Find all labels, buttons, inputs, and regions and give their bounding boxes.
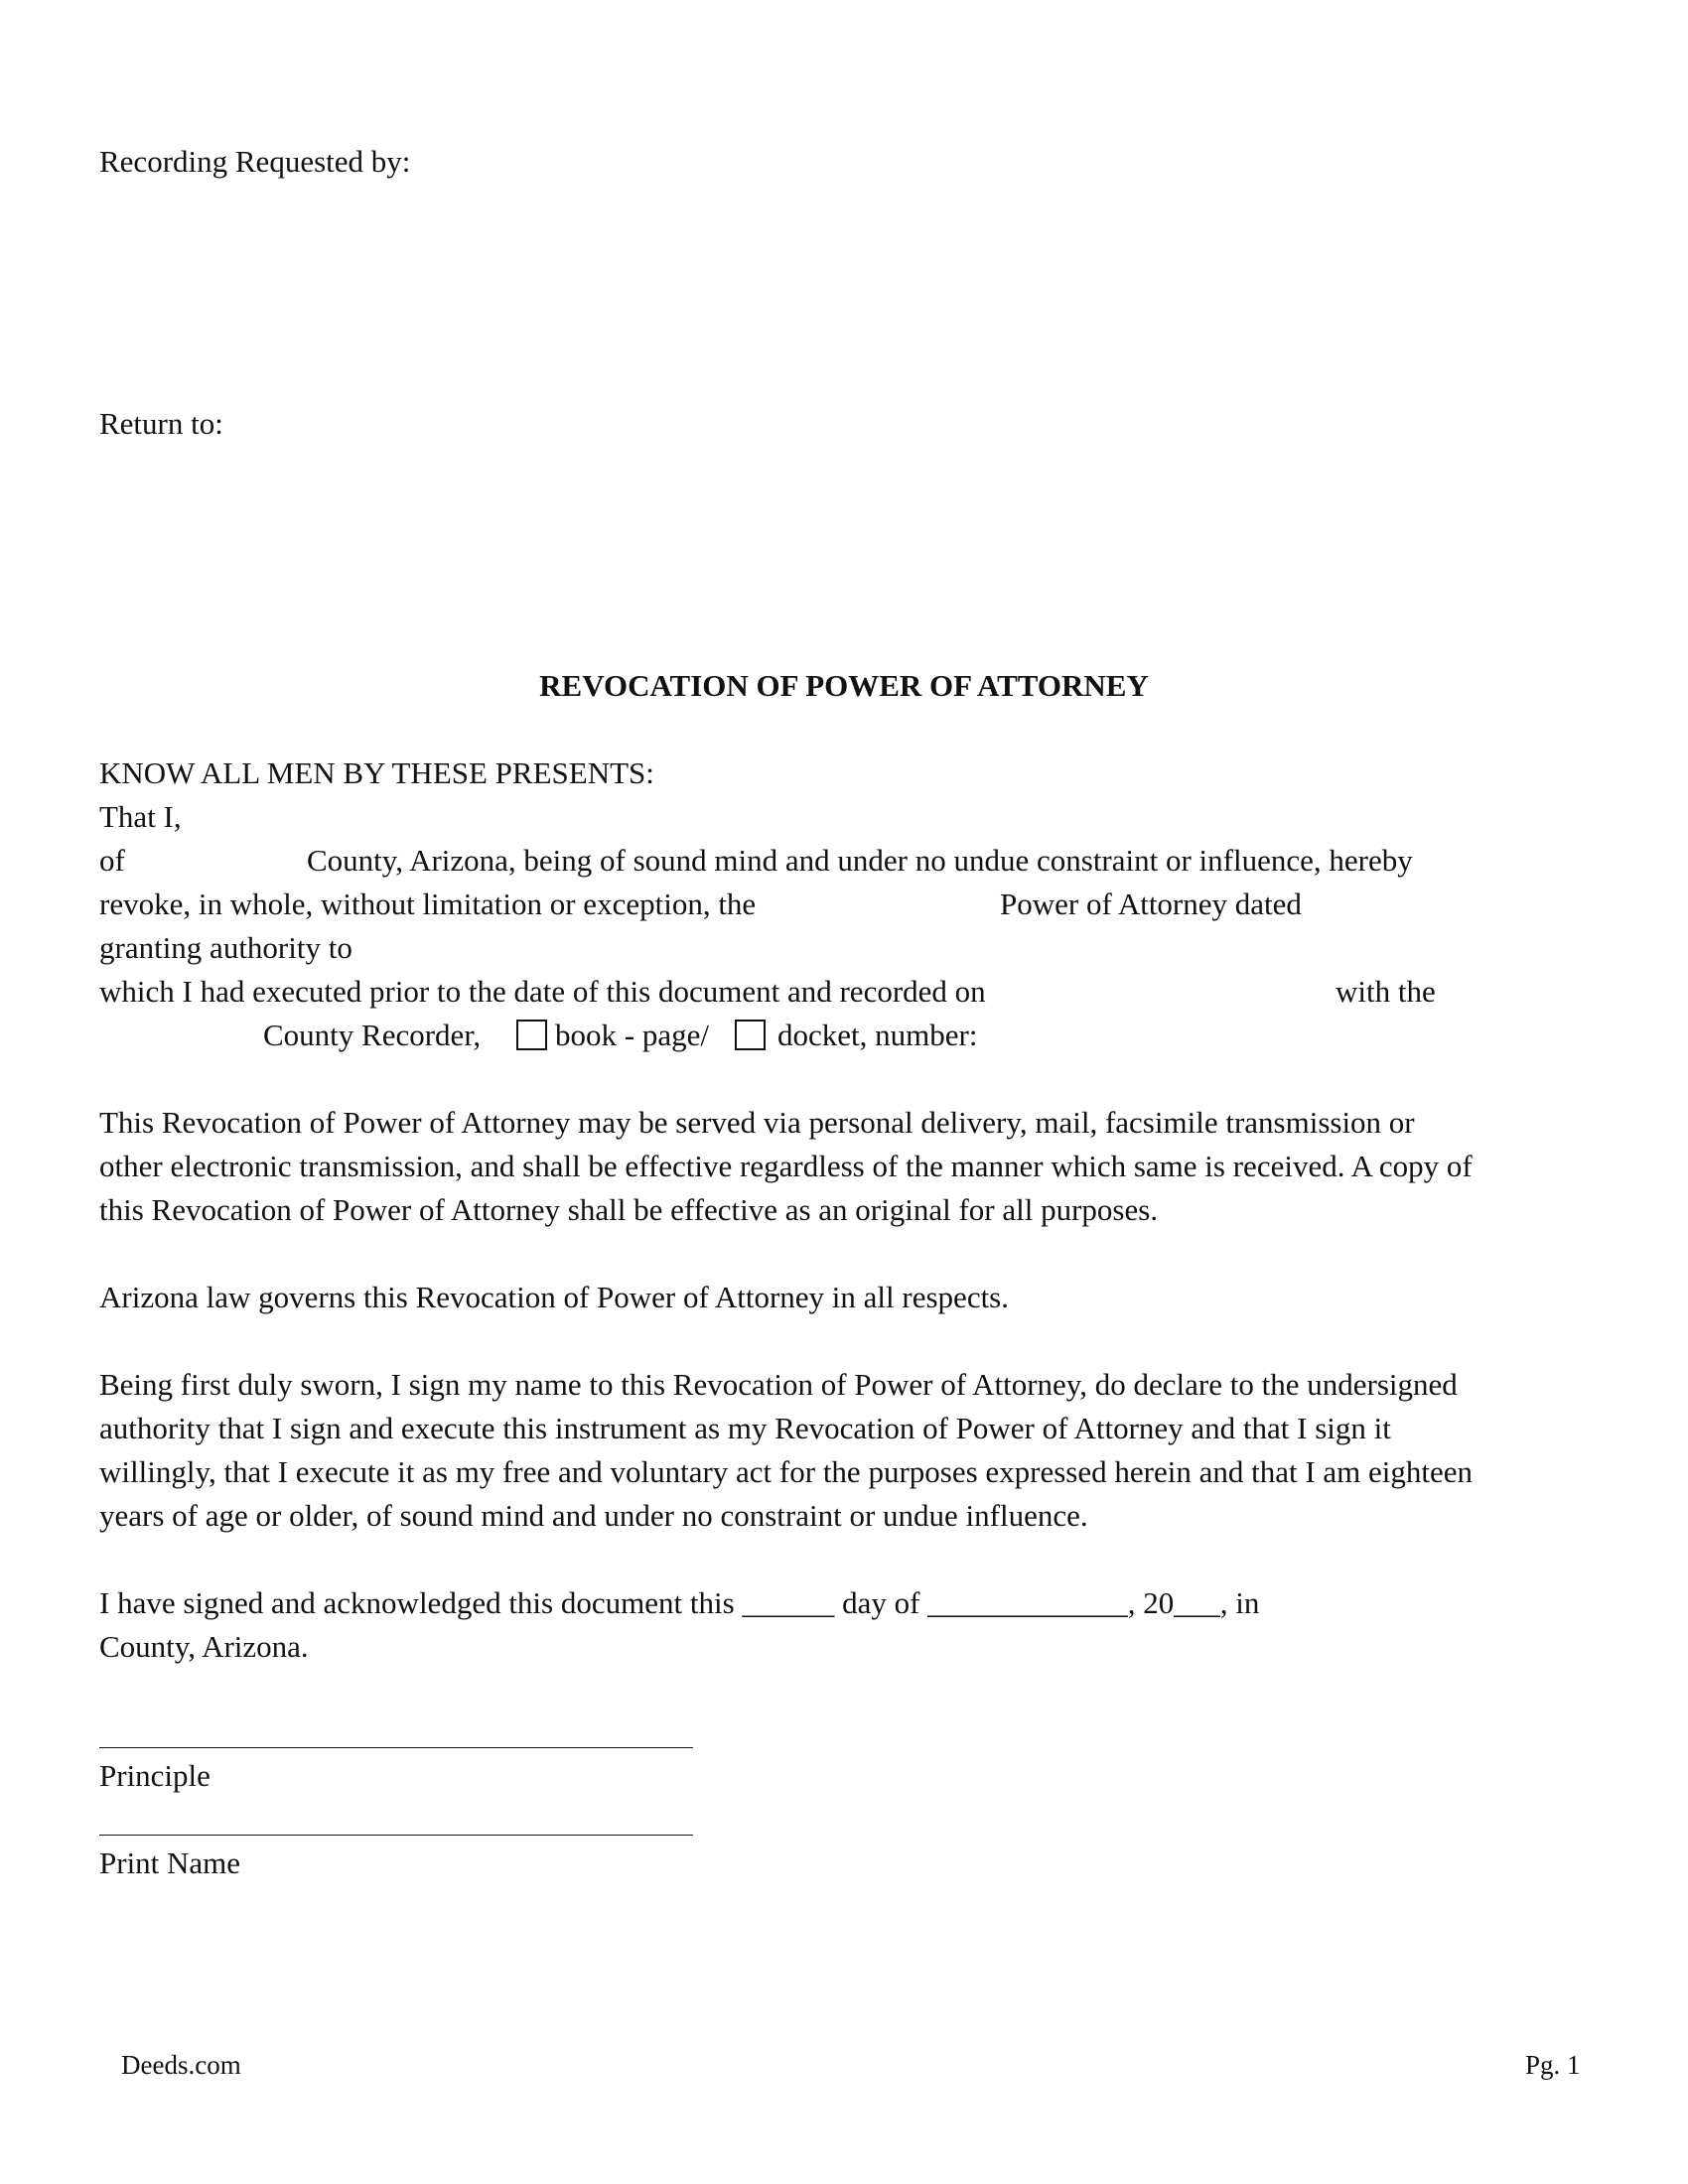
signed-paragraph-line-2: County, Arizona.	[99, 1629, 309, 1664]
sworn-paragraph-line-2: authority that I sign and execute this instrument as my Revocation of Power of Attorney and that I sign it	[99, 1411, 1391, 1445]
poa-dated-text: Power of Attorney dated	[1000, 887, 1302, 921]
page-number: Pg. 1	[1525, 2050, 1581, 2080]
sworn-paragraph-line-3: willingly, that I execute it as my free and voluntary act for the purposes expressed herein and that I am eighteen	[99, 1454, 1474, 1489]
that-i-text: That I,	[99, 799, 182, 834]
executed-recorded-text: which I had executed prior to the date of this document and recorded on	[99, 974, 986, 1009]
of-text: of	[99, 843, 125, 878]
book-page-label: book - page/	[555, 1018, 709, 1052]
with-the-text: with the	[1336, 974, 1436, 1009]
governing-law-paragraph: Arizona law governs this Revocation of Power of Attorney in all respects.	[99, 1280, 1009, 1314]
service-paragraph-line-1: This Revocation of Power of Attorney may be served via personal delivery, mail, facsimile transmission or	[99, 1105, 1415, 1140]
know-all-men-heading: KNOW ALL MEN BY THESE PRESENTS:	[99, 755, 654, 790]
return-to-label: Return to:	[99, 406, 223, 441]
county-sentence-text: County, Arizona, being of sound mind and under no undue constraint or influence, hereby	[307, 843, 1413, 878]
sworn-paragraph-line-1: Being first duly sworn, I sign my name to this Revocation of Power of Attorney, do declare to the undersigned	[99, 1367, 1458, 1402]
footer-brand: Deeds.com	[121, 2050, 241, 2080]
book-page-checkbox[interactable]	[516, 1020, 547, 1050]
docket-checkbox[interactable]	[735, 1020, 766, 1050]
print-name-line[interactable]	[99, 1835, 693, 1836]
docket-number-label: docket, number:	[777, 1018, 978, 1052]
print-name-label: Print Name	[99, 1845, 241, 1880]
granting-authority-text: granting authority to	[99, 930, 352, 965]
revoke-text: revoke, in whole, without limitation or exception, the	[99, 887, 757, 921]
principle-signature-line[interactable]	[99, 1747, 693, 1748]
county-recorder-text: County Recorder,	[263, 1018, 482, 1052]
sworn-paragraph-line-4: years of age or older, of sound mind and under no constraint or undue influence.	[99, 1498, 1088, 1533]
signed-paragraph-line-1: I have signed and acknowledged this document this ______ day of _____________, 20___, in	[99, 1585, 1260, 1620]
service-paragraph-line-2: other electronic transmission, and shall be effective regardless of the manner which same is received. A copy of	[99, 1149, 1473, 1183]
service-paragraph-line-3: this Revocation of Power of Attorney shall be effective as an original for all purposes.	[99, 1192, 1159, 1227]
principle-label: Principle	[99, 1758, 211, 1793]
document-title: REVOCATION OF POWER OF ATTORNEY	[539, 668, 1149, 703]
recording-requested-label: Recording Requested by:	[99, 144, 411, 179]
